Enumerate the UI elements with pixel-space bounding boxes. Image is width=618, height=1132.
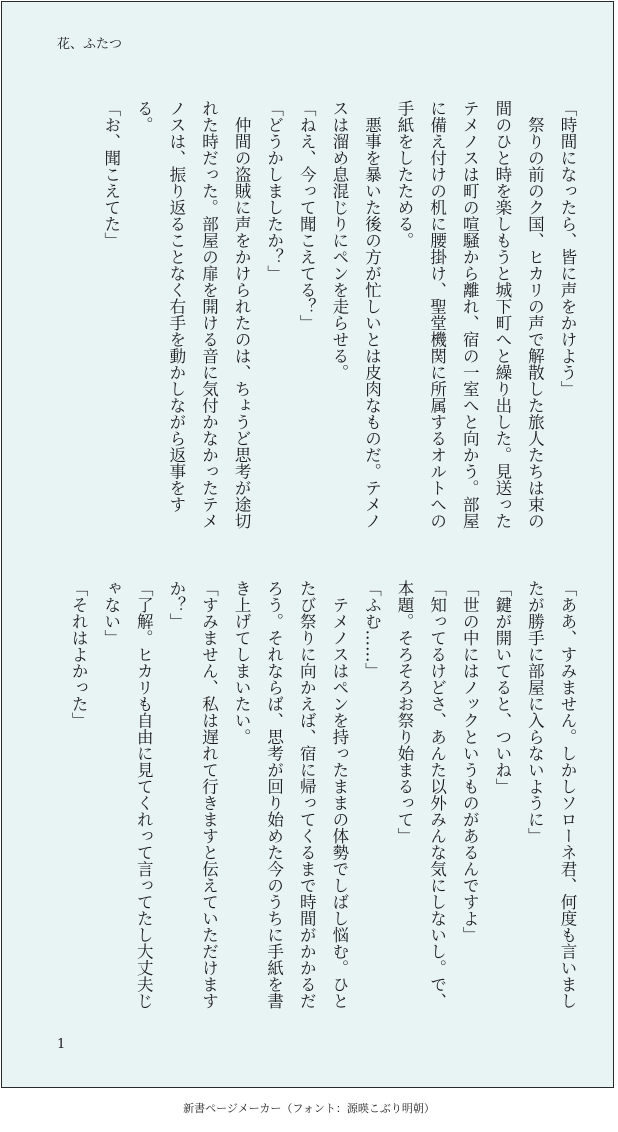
paragraph: 悪事を暴いた後の方が忙しいとは皮肉なものだ。テメノスは溜め息混じりにペンを走らせる。	[329, 100, 382, 529]
footer-credit: 新書ページメーカー（フォント：源暎こぶり明朝）	[183, 1102, 435, 1115]
text-block-upper	[53, 100, 583, 535]
paragraph: テメノスはペンを持ったままの体勢でしばし悩む。ひとたび祭りに向かえば、宿に帰ってくるまで時間がかかるだろう。それならば、思考が回り始めた今のうちに手紙を書き上げてしまいたい。	[232, 580, 349, 1009]
paragraph: 「時間になったら、皆に声をかけよう」	[558, 100, 577, 397]
paragraph: 「世の中にはノックというものがあるんですよ」	[460, 580, 480, 943]
paragraph: 「どうかしましたか？」	[264, 100, 284, 282]
paragraph: 仲間の盗賊に声をかけられたのは、ちょうど思考が途切れた時だった。部屋の扉を開ける音に気付かなかったテメノスは、振り返ることなく右手を動かしながら返事をする。	[134, 100, 252, 529]
paragraph: 祭りの前のク国、ヒカリの声で解散した旅人たちは束の間のひと時を楽しもうと城下町へと繰り出した。見送ったテメノスは町の喧騒から離れ、宿の一室へと向かう。部屋に備え付けの机に腰掛け、聖堂機関に所属するオルトへの手紙をしたためる。	[395, 100, 545, 529]
paragraph: 「ねえ、今って聞こえてる？」	[297, 100, 317, 331]
paragraph: 「鍵が開いてると、ついね」	[492, 580, 512, 795]
paragraph: 「知ってるけどさ、あんた以外みんな気にしないし。で、本題。そろそろお祭り始まるって」	[395, 580, 447, 1009]
page-number: 1	[57, 1037, 66, 1052]
paragraph: 「了解。ヒカリも自由に見てくれって言ってたし大丈夫じゃない」	[101, 580, 154, 1009]
paragraph: 「すみません、私は遅れて行きますと伝えていただけますか？」	[166, 580, 219, 1009]
manuscript-page	[1, 1, 614, 1088]
page-title: 花、ふたつ	[57, 37, 123, 52]
paragraph: 「ああ、すみません。しかしソローネ君、何度も言いましたが勝手に部屋に入らないように」	[525, 580, 577, 1009]
paragraph: 「ふむ……」	[362, 580, 382, 679]
text-block-lower	[53, 580, 583, 1015]
paragraph: 「お、聞こえてた」	[101, 100, 121, 249]
paragraph: 「それはよかった」	[69, 580, 89, 729]
